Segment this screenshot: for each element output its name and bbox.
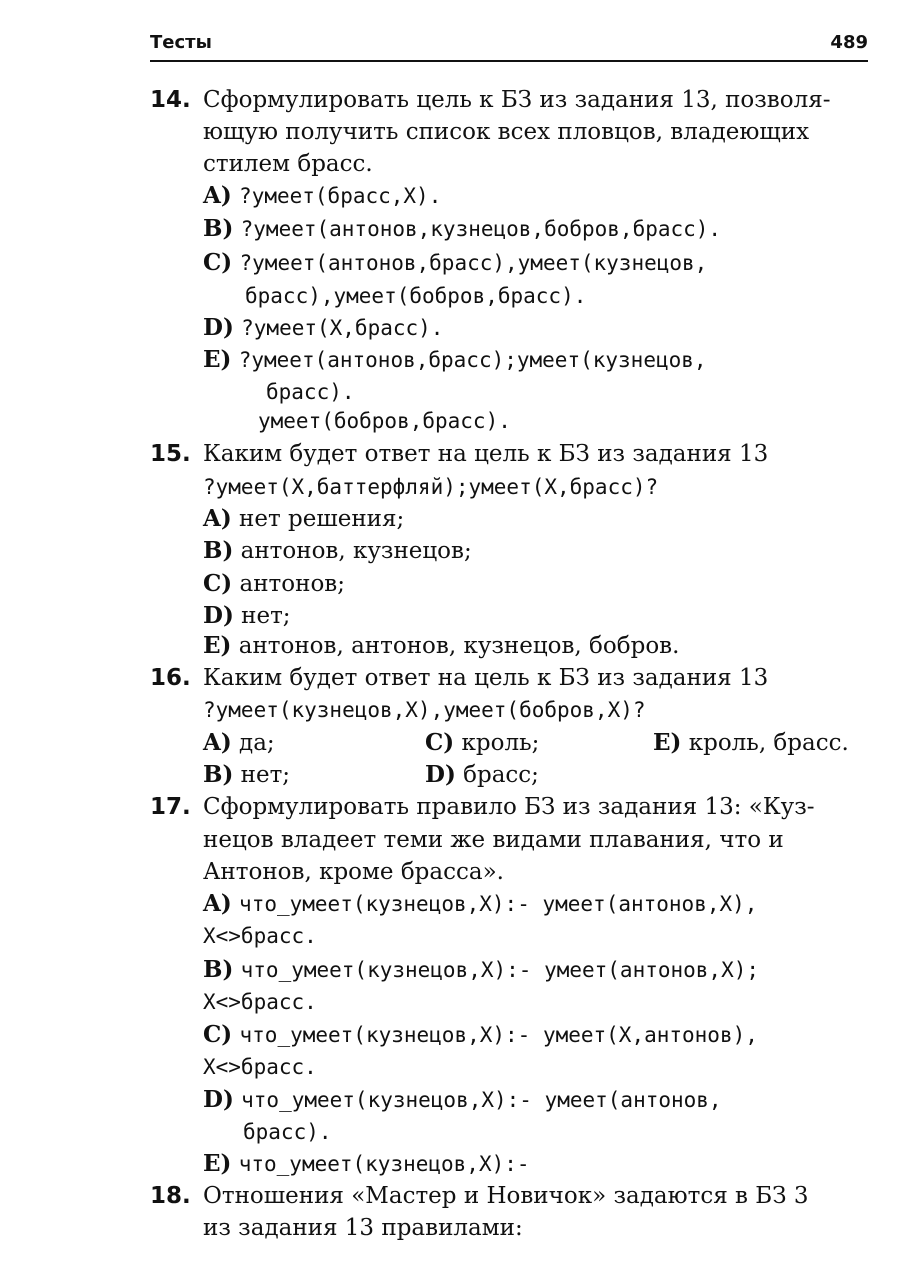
- option-label: E): [203, 346, 232, 373]
- question-15-option-a: [203, 505, 404, 533]
- question-17-option-b: [203, 956, 759, 984]
- question-14-option-c: [203, 249, 707, 277]
- option-text: да;: [239, 730, 275, 756]
- option-text: нет;: [240, 762, 291, 788]
- question-14-option-e-cont1: брасс).: [266, 380, 355, 404]
- question-17-option-e: [203, 1150, 530, 1178]
- question-14-option-a: [203, 182, 441, 210]
- option-text: что_умеет(кузнецов,X):- умеет(антонов,X),: [239, 892, 758, 916]
- option-text: антонов;: [239, 571, 346, 597]
- option-label: E): [203, 632, 232, 659]
- section-title: Тесты: [150, 32, 212, 53]
- option-label: A): [203, 890, 232, 917]
- option-text: ?умеет(X,брасс).: [241, 316, 444, 340]
- question-17-text-line3: Антонов, кроме брасса».: [203, 859, 504, 885]
- option-label: C): [203, 249, 233, 276]
- question-18-text-line2: из задания 13 правилами:: [203, 1215, 523, 1241]
- question-16-option-b: [203, 761, 290, 789]
- question-15-text-line2: ?умеет(X,баттерфляй);умеет(X,брасс)?: [203, 475, 659, 499]
- question-15-option-c: [203, 570, 345, 598]
- question-17-option-a: [203, 890, 757, 918]
- option-label: E): [653, 729, 682, 756]
- question-16-number: 16.: [150, 665, 191, 691]
- question-15-option-d: [203, 602, 291, 630]
- page-header: [150, 30, 868, 62]
- option-text: ?умеет(брасс,X).: [239, 184, 442, 208]
- option-label: D): [203, 602, 234, 629]
- question-14-text-line3: стилем брасс.: [203, 151, 373, 177]
- option-label: D): [425, 761, 456, 788]
- option-label: A): [203, 729, 232, 756]
- question-15-option-b: [203, 537, 472, 565]
- question-14-option-d: [203, 314, 443, 342]
- option-text: кроль;: [461, 730, 540, 756]
- option-label: E): [203, 1150, 232, 1177]
- option-text: что_умеет(кузнецов,X):- умеет(антонов,: [241, 1088, 722, 1112]
- question-16-option-a: [203, 729, 275, 757]
- question-14-option-e: [203, 346, 707, 374]
- option-text: антонов, кузнецов;: [240, 538, 472, 564]
- option-label: D): [203, 1086, 234, 1113]
- question-17-option-d: [203, 1086, 722, 1114]
- question-15-number: 15.: [150, 441, 191, 467]
- question-14-text-line1: Сформулировать цель к БЗ из задания 13, позволя-: [203, 87, 831, 113]
- question-15-option-e: [203, 632, 679, 660]
- question-14-option-b: [203, 215, 721, 243]
- question-16-option-d: [425, 761, 539, 789]
- option-label: C): [203, 1021, 233, 1048]
- option-text: антонов, антонов, кузнецов, бобров.: [238, 633, 680, 659]
- option-text: нет;: [241, 603, 291, 629]
- question-14-number: 14.: [150, 87, 191, 113]
- question-14-text-line2: ющую получить список всех пловцов, владеющих: [203, 119, 810, 145]
- question-17-option-c-cont: X<>брасс.: [203, 1055, 317, 1079]
- question-14-option-c-cont: брасс),умеет(бобров,брасс).: [245, 284, 587, 308]
- question-14-option-e-cont2: умеет(бобров,брасс).: [258, 409, 511, 433]
- question-17-option-b-cont: X<>брасс.: [203, 990, 317, 1014]
- question-17-text-line1: Сформулировать правило БЗ из задания 13: «Куз-: [203, 794, 815, 820]
- option-text: ?умеет(антонов,брасс);умеет(кузнецов,: [238, 348, 707, 372]
- question-17-option-c: [203, 1021, 758, 1049]
- option-label: D): [203, 314, 234, 341]
- question-15-text-line1: Каким будет ответ на цель к БЗ из задания 13: [203, 441, 769, 467]
- question-16-text-line2: ?умеет(кузнецов,X),умеет(бобров,X)?: [203, 698, 646, 722]
- option-text: что_умеет(кузнецов,X):-: [238, 1152, 530, 1176]
- question-17-number: 17.: [150, 794, 191, 820]
- option-text: кроль, брасс.: [688, 730, 849, 756]
- question-17-option-a-cont: X<>брасс.: [203, 924, 317, 948]
- option-label: B): [203, 956, 234, 983]
- question-17-text-line2: нецов владеет теми же видами плавания, что и: [203, 827, 784, 853]
- question-16-option-c: [425, 729, 539, 757]
- option-label: B): [203, 215, 234, 242]
- option-text: брасс;: [463, 762, 539, 788]
- option-label: C): [425, 729, 455, 756]
- option-text: ?умеет(антонов,кузнецов,бобров,брасс).: [240, 217, 722, 241]
- question-17-option-d-cont: брасс).: [243, 1120, 332, 1144]
- page-number: 489: [830, 32, 868, 53]
- question-18-text-line1: Отношения «Мастер и Новичок» задаются в БЗ 3: [203, 1183, 809, 1209]
- option-text: нет решения;: [239, 506, 405, 532]
- option-label: A): [203, 182, 232, 209]
- option-label: B): [203, 761, 234, 788]
- question-18-number: 18.: [150, 1183, 191, 1209]
- option-text: что_умеет(кузнецов,X):- умеет(антонов,X);: [240, 958, 760, 982]
- option-label: A): [203, 505, 232, 532]
- question-16-option-e: [653, 729, 849, 757]
- option-label: C): [203, 570, 233, 597]
- question-16-text-line1: Каким будет ответ на цель к БЗ из задания 13: [203, 665, 769, 691]
- option-text: ?умеет(антонов,брасс),умеет(кузнецов,: [239, 251, 708, 275]
- option-label: B): [203, 537, 234, 564]
- option-text: что_умеет(кузнецов,X):- умеет(X,антонов),: [239, 1023, 758, 1047]
